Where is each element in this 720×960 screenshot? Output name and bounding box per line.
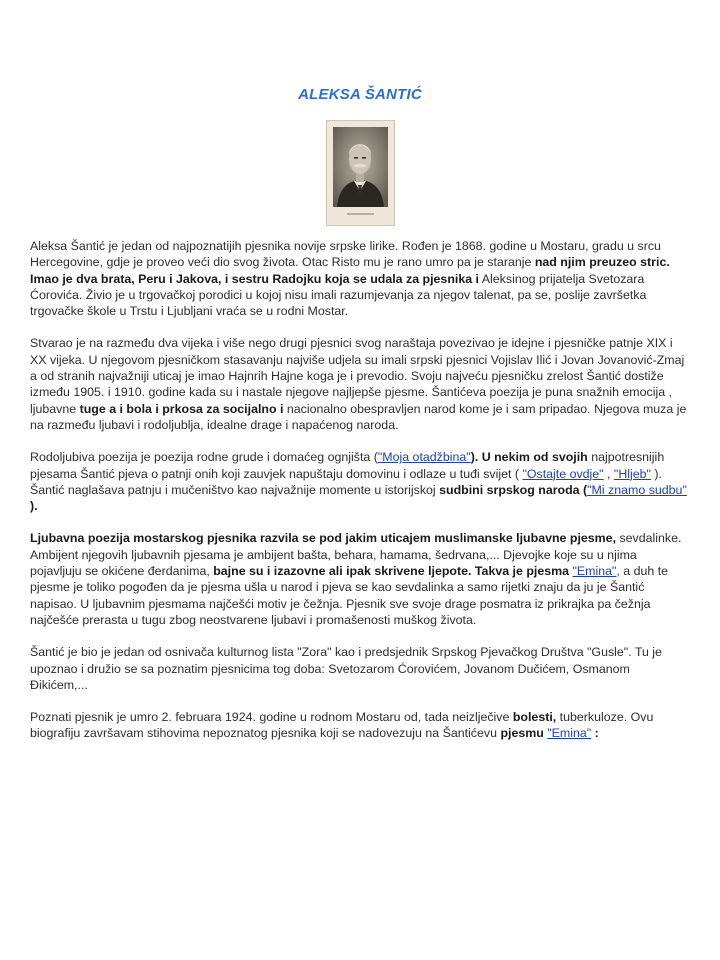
p1-text-1: Aleksa Šantić je jedan od najpoznatijih pjesnika novije srpske lirike. Rođen je 1868. godine u Mostaru, gradu u srcu Hercegovine, gdje je proveo veći dio svog života. Otac Risto mu je rano umro pa je staranje [30,239,661,270]
link-emina[interactable]: "Emina" [572,564,617,579]
page-title: ALEKSA ŠANTIĆ [298,86,422,103]
p4-bold-2: bajne su i izazovne ali ipak skrivene ljepote. Takva je pjesma [213,564,573,579]
paragraph-1 [30,238,690,319]
biography-text [30,238,690,758]
p2-bold-1: tuge a i bola i prkosa za socijalno i [79,401,284,416]
p2-text-2: nacionalno obespravljen narod kome je i sam pripadao. Njegova muza je na razmeđu ljubavi i rodoljublja, idealne drage i napaćenog naroda. [30,401,687,432]
link-ostajte-ovdje[interactable]: "Ostajte ovdje" [522,466,604,481]
portrait-image [327,121,394,225]
p3-bold-1: ). U nekim od svojih [470,450,588,465]
p3-text-2: najpotresnijih pjesama Šantić pjeva o patnji onih koji zauvjek napuštaju domovinu i odlaze u tuđi svijet ( [30,450,665,481]
p4-bold-1: Ljubavna poezija mostarskog pjesnika razvila se pod jakim uticajem muslimanske ljubavne pjesme, [30,531,617,546]
paragraph-4 [30,530,690,628]
paragraph-3 [30,449,690,514]
p4-text-1: sevdalinke. Ambijent njegovih ljubavnih pjesama je ambijent bašta, behara, hamama, šedrvana,... Djevojke koje su u njima pojavljuju se okićene đerdanima, [30,531,682,579]
paragraph-5 [30,644,690,693]
p6-text-2: tuberkuloze. Ovu biografiju završavam stihovima nepoznatog pjesnika koji se nadovezuju na Šantićevu [30,710,654,741]
p3-text-4: ). Šantić naglašava patnju i mučeništvo kao najvažnije momente u istorijskoj [30,466,662,497]
paragraph-6 [30,709,690,742]
p6-text-1: Poznati pjesnik je umro 2. februara 1924. godine u rodnom Mostaru od, tada neizlječive [30,710,513,725]
p4-text-2: , a duh te pjesme je toliko pogođen da je pjesma ušla u narod i pjeva se kao sevdalinka a samo rijetki znaju da ju je Šantić napisao. U ljubavnim pjesmama najčešći motiv je čežnja. Pjesnik sve svoje drage posmatra iz prikrajka pa čežnja najčešće prerasta u tugu zbog neostvarene ljubavi i promašenosti muškog života. [30,564,669,627]
p3-text-1: Rodoljubiva poezija je poezija rodne grude i domaćeg ognjišta ( [30,450,378,465]
p6-bold-1: bolesti, [512,710,557,725]
p6-bold-3: : [591,726,599,741]
portrait-photo [326,120,395,226]
paragraph-2 [30,335,690,433]
p2-text-1: Stvarao je na razmeđu dva vijeka i više nego drugi pjesnici svog naraštaja povezivao je idejne i pjesničke patnje XIX i XX vijeka. U njegovom pjesničkom stasavanju najviše udjela su imali srpski pjesnici Vojislav Ilić i Jovan Jovanović-Zmaj a od stranih najvažniji uticaj je imao Hajnrih Hajne koga je i prevodio. Svoju najveću pjesničku zrelost Šantić dostiže između 1905. i 1910. godine kada su i nastale njegove najljepše pjesme. Šantićeva poezija je puna snažnih emocija , ljubavne [30,336,685,416]
link-hljeb[interactable]: "Hljeb" [613,466,651,481]
p3-bold-3: ). [30,499,38,514]
p1-bold-1: nad njim preuzeo stric. Imao je dva brata, Peru i Jakova, i sestru Radojku koja se udala za pjesnika i [30,255,670,286]
p1-text-2: Aleksinog prijatelja Svetozara Ćorovića. Živio je u trgovačkoj porodici u kojoj nisu imali razumjevanja za njegov talenat, pa se, poslije završetka trgovačke škole u Trstu i Ljubljani vraća se u rodni Mostar. [30,271,647,319]
link-emina-2[interactable]: "Emina" [547,726,592,741]
p6-bold-2: pjesmu [500,726,548,741]
p3-bold-2: sudbini srpskog naroda ( [439,482,588,497]
p5-text-1: Šantić je bio je jedan od osnivača kulturnog lista "Zora" kao i predsjednik Srpskog Pjevačkog Društva "Gusle". Tu je upoznao i družio se sa poznatim pjesnicima tog doba: Svetozarom Ćorovićem, Jovanom Dučićem, Osmanom Đikićem,... [30,645,662,692]
p3-text-3: , [603,466,614,481]
link-mi-znamo-sudbu[interactable]: "Mi znamo sudbu" [587,482,687,497]
link-moja-otadzbina[interactable]: "Moja otadžbina" [377,450,471,465]
